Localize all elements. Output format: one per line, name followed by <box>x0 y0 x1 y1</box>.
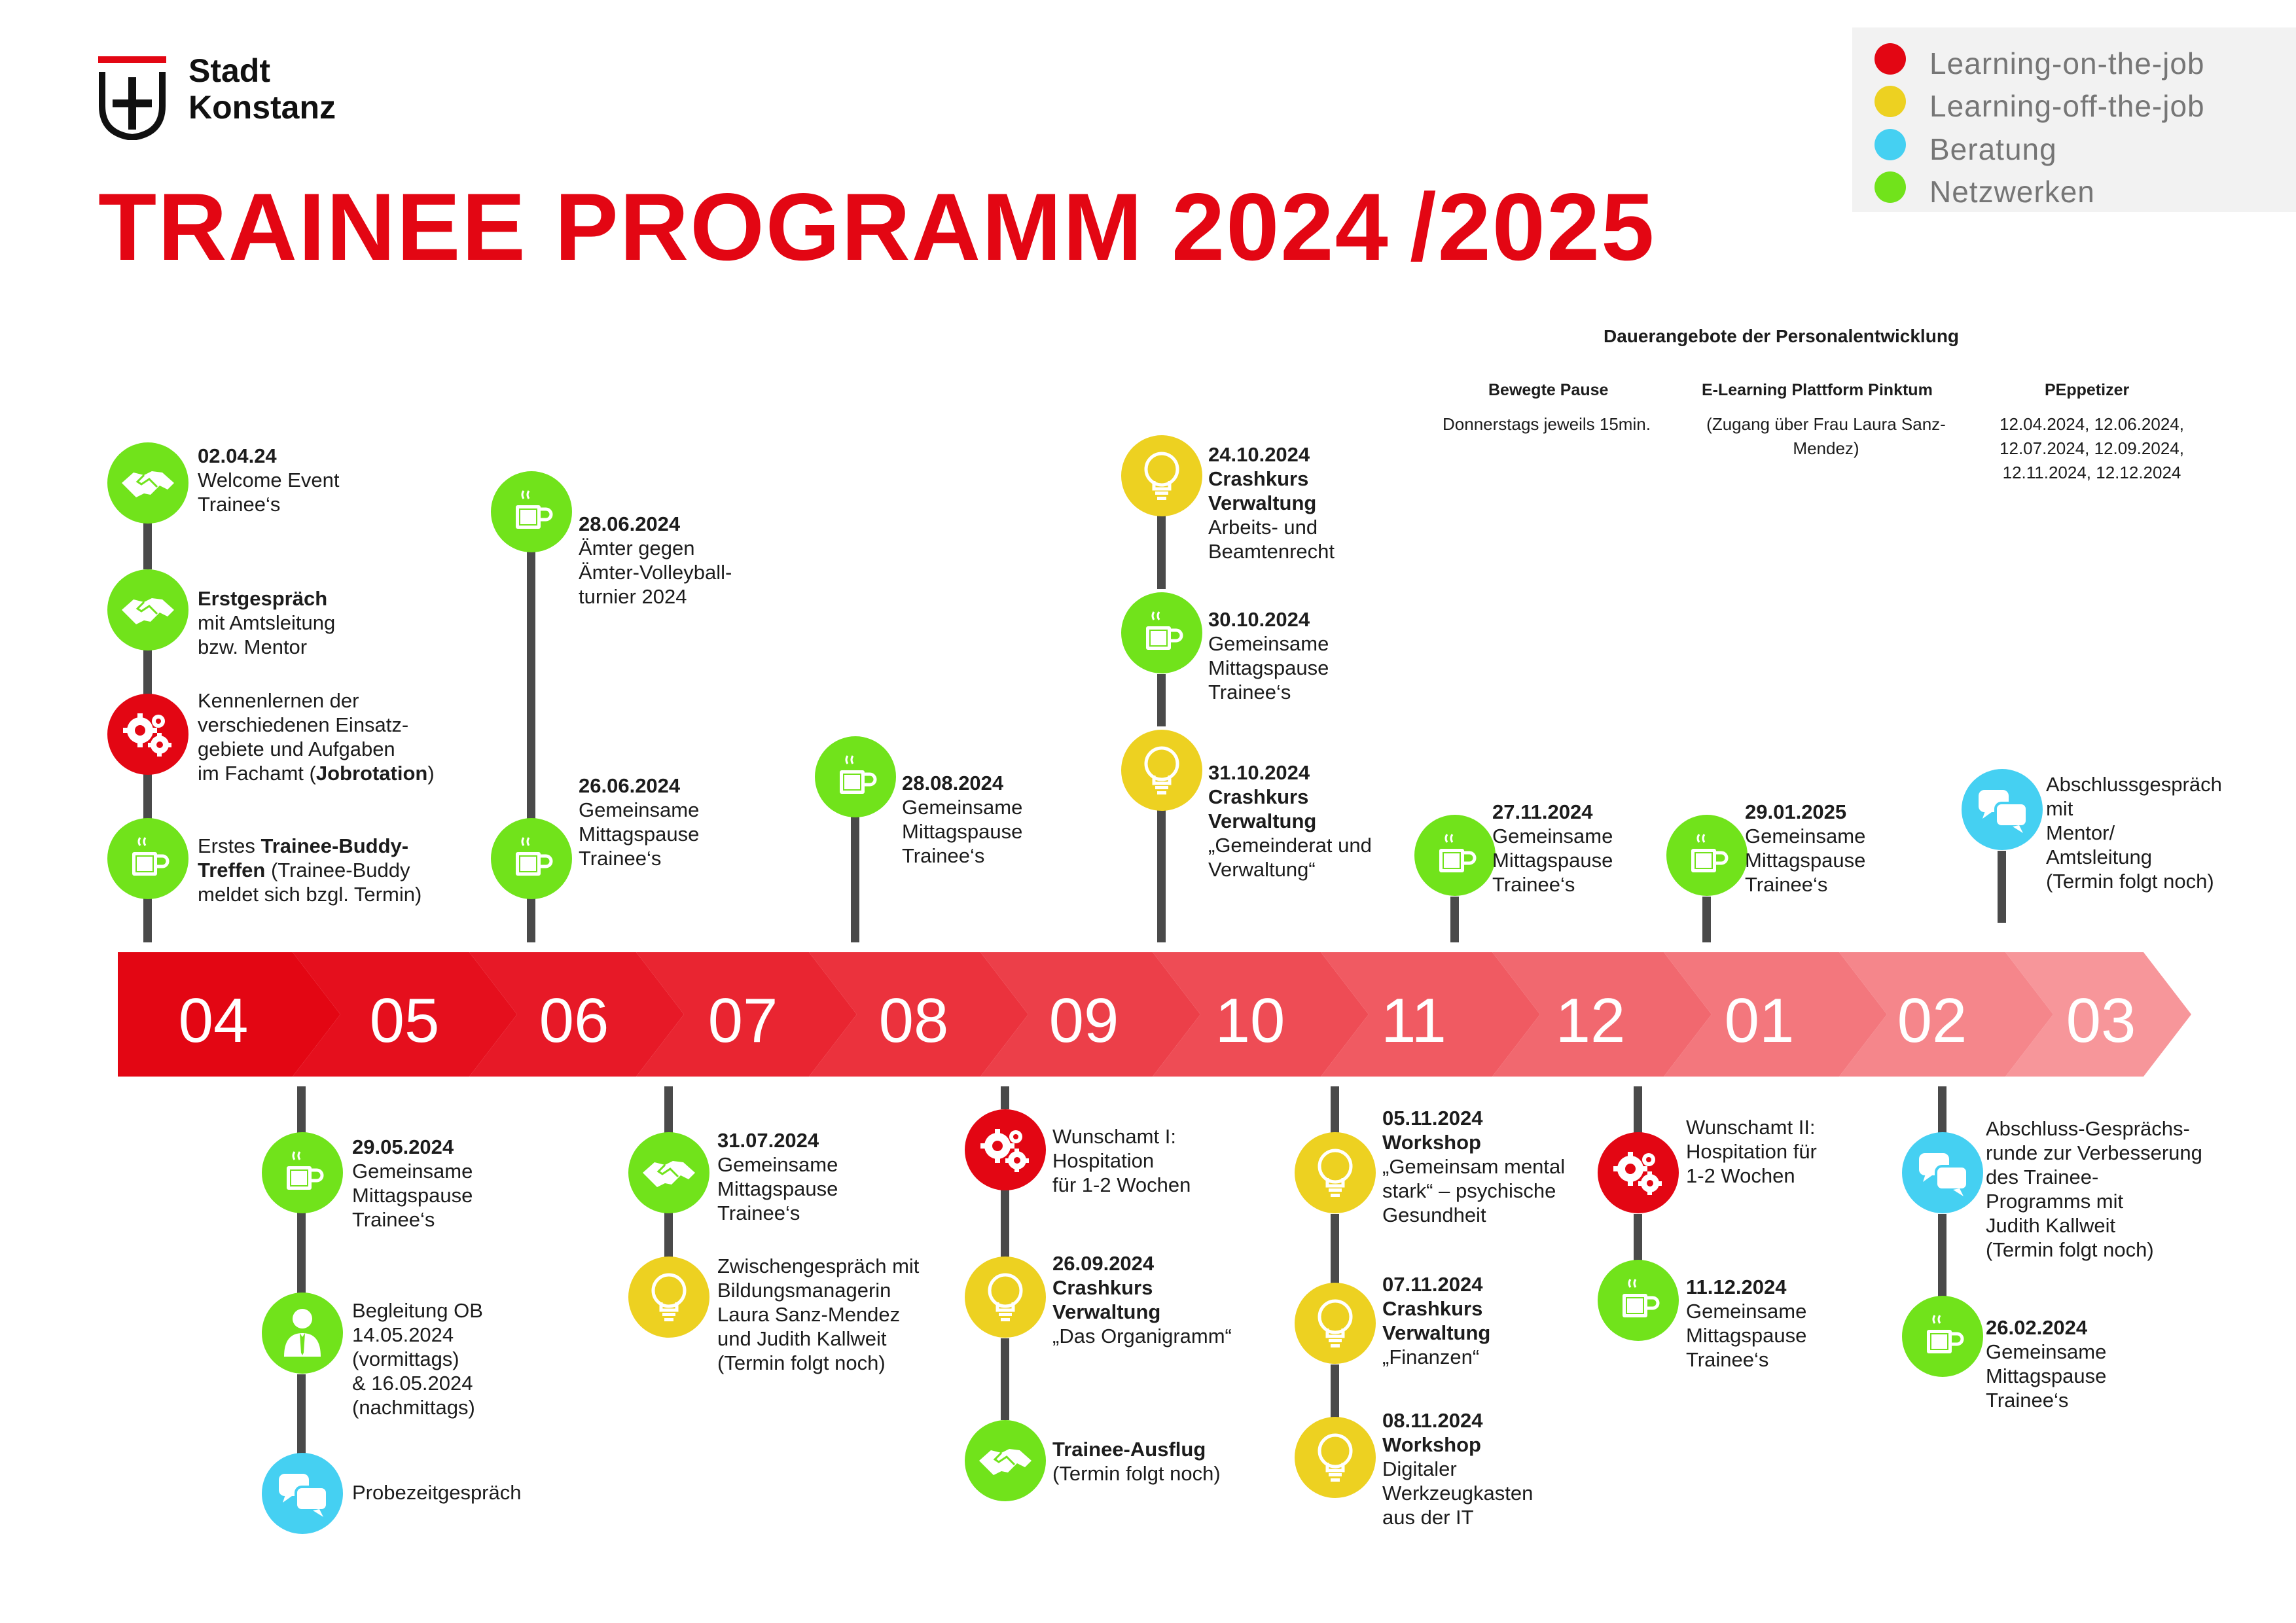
event-mittagspause: 30.10.2024 Gemeinsame Mittagspause Trainee‘s <box>1208 608 1329 704</box>
event-probezeitgespraech: Probezeitgespräch <box>352 1481 522 1504</box>
month-label: 02 <box>1897 986 1967 1056</box>
month-label: 03 <box>2066 986 2136 1056</box>
legend-dot <box>1874 129 1906 160</box>
connector-line <box>1634 1214 1642 1263</box>
event-mittagspause: 26.02.2024 Gemeinsame Mittagspause Trainee‘s <box>1986 1316 2107 1412</box>
event-jobrotation: Kennenlernen der verschiedenen Einsatz- gebiete und Aufgaben im Fachamt (Jobrotation) <box>198 689 435 785</box>
coffee-icon <box>107 818 188 899</box>
connector-line <box>1331 1086 1339 1135</box>
legend-dot <box>1874 171 1906 203</box>
legend-dot <box>1874 86 1906 117</box>
handshake-icon <box>107 569 188 651</box>
legend-dot <box>1874 43 1906 75</box>
legend-item <box>1852 37 2296 80</box>
connector-line <box>1998 851 2006 923</box>
connector-line <box>527 546 535 825</box>
legend-item <box>1852 79 2296 122</box>
connector-line <box>1001 1086 1009 1109</box>
lightbulb-icon <box>965 1257 1046 1338</box>
connector-line <box>664 1086 673 1135</box>
coffee-icon <box>1598 1260 1679 1341</box>
logo-shield-icon <box>98 69 166 140</box>
legend-item <box>1852 165 2296 208</box>
event-workshop-digital: 08.11.2024 Workshop Digitaler Werkzeugkasten aus der IT <box>1382 1409 1534 1529</box>
connector-line <box>1157 808 1166 942</box>
connector-line <box>143 772 152 821</box>
event-abschlussgespraech: Abschlussgespräch mit Mentor/ Amtsleitung (Termin folgt noch) <box>2046 773 2222 893</box>
coffee-icon <box>491 818 572 899</box>
event-zwischengespraech: Zwischengespräch mit Bildungsmanagerin Laura Sanz-Mendez und Judith Kallweit (Termin folgt noch) <box>717 1255 920 1374</box>
lightbulb-icon <box>1295 1132 1376 1213</box>
connector-line <box>664 1211 673 1260</box>
event-crashkurs-arbeitsrecht: 24.10.2024 Crashkurs Verwaltung Arbeits- und Beamtenrecht <box>1208 443 1335 563</box>
connector-line <box>851 812 859 942</box>
connector-line <box>1702 897 1711 942</box>
event-crashkurs-organigramm: 26.09.2024 Crashkurs Verwaltung „Das Organigramm“ <box>1052 1252 1232 1347</box>
event-volleyball: 28.06.2024 Ämter gegen Ämter-Volleyball- turnier 2024 <box>579 512 732 608</box>
connector-line <box>1634 1086 1642 1135</box>
event-mittagspause: 27.11.2024 Gemeinsame Mittagspause Trainee‘s <box>1492 800 1613 896</box>
person-icon <box>262 1293 343 1374</box>
event-mittagspause: 31.07.2024 Gemeinsame Mittagspause Trainee‘s <box>717 1129 838 1224</box>
month-label: 01 <box>1724 986 1795 1056</box>
legend-item <box>1852 122 2296 166</box>
connector-line <box>527 897 535 942</box>
event-mittagspause: 11.12.2024 Gemeinsame Mittagspause Trainee‘s <box>1686 1275 1807 1371</box>
connector-line <box>1938 1086 1946 1135</box>
legend-label: Beratung <box>1929 132 2057 166</box>
event-workshop-mental: 05.11.2024 Workshop „Gemeinsam mental stark“ – psychische Gesundheit <box>1382 1107 1566 1226</box>
connector-line <box>1450 897 1459 942</box>
handshake-icon <box>965 1420 1046 1501</box>
month-label: 11 <box>1381 986 1446 1056</box>
month-label: 09 <box>1049 986 1119 1056</box>
event-mittagspause: 29.01.2025 Gemeinsame Mittagspause Trainee‘s <box>1745 800 1866 896</box>
event-mittagspause: 28.08.2024 Gemeinsame Mittagspause Trainee‘s <box>902 772 1023 867</box>
event-abschluss-runde: Abschluss-Gesprächs- runde zur Verbesserung des Trainee- Programms mit Judith Kallweit (Termin folgt noch) <box>1986 1117 2202 1261</box>
connector-line <box>297 1211 306 1296</box>
connector-line <box>1938 1214 1946 1299</box>
dauer-col2-title: E-Learning Plattform Pinktum <box>1702 381 1933 399</box>
lightbulb-icon <box>1295 1417 1376 1498</box>
gears-icon <box>107 694 188 775</box>
dauer-col2-text: (Zugang über Frau Laura Sanz- Mendez) <box>1706 414 1946 458</box>
speech-bubbles-icon <box>1902 1132 1983 1213</box>
dauer-col1-text: Donnerstags jeweils 15min. <box>1443 414 1651 434</box>
event-welcome: 02.04.24 Welcome Event Trainee‘s <box>198 444 340 516</box>
logo-text-line1: Stadt <box>188 52 270 89</box>
month-label: 12 <box>1555 986 1626 1056</box>
coffee-icon <box>1121 592 1202 673</box>
legend <box>1852 27 2296 212</box>
page-title: TRAINEE PROGRAMM 2024 /2025 <box>98 173 1656 280</box>
logo-bar <box>98 56 166 63</box>
event-wunschamt-2: Wunschamt II: Hospitation für 1-2 Wochen <box>1686 1116 1817 1187</box>
coffee-icon <box>1666 815 1748 896</box>
lightbulb-icon <box>1121 435 1202 516</box>
event-trainee-ausflug: Trainee-Ausflug (Termin folgt noch) <box>1052 1438 1221 1485</box>
lightbulb-icon <box>1121 730 1202 811</box>
connector-line <box>297 1086 306 1135</box>
month-label: 04 <box>178 986 249 1056</box>
dauer-col3-text: 12.04.2024, 12.06.2024, 12.07.2024, 12.09.2024, 12.11.2024, 12.12.2024 <box>2000 414 2184 482</box>
connector-line <box>1157 514 1166 589</box>
event-buddy-treffen: Erstes Trainee-Buddy- Treffen (Trainee-Buddy meldet sich bzgl. Termin) <box>198 834 422 906</box>
event-crashkurs-finanzen: 07.11.2024 Crashkurs Verwaltung „Finanzen“ <box>1382 1273 1491 1368</box>
month-label: 08 <box>878 986 949 1056</box>
legend-label: Learning-on-the-job <box>1929 46 2205 80</box>
connector-line <box>1157 674 1166 726</box>
lightbulb-icon <box>1295 1283 1376 1364</box>
speech-bubbles-icon <box>1962 769 2043 850</box>
event-erstgespraech: Erstgespräch mit Amtsleitung bzw. Mentor <box>198 587 336 658</box>
event-wunschamt-1: Wunschamt I: Hospitation für 1-2 Wochen <box>1052 1125 1191 1196</box>
legend-label: Learning-off-the-job <box>1929 89 2205 123</box>
coffee-icon <box>262 1132 343 1213</box>
coffee-icon <box>491 471 572 552</box>
connector-line <box>143 648 152 697</box>
month-label: 07 <box>708 986 778 1056</box>
dauer-col3-title: PEppetizer <box>2045 381 2130 399</box>
connector-line <box>297 1374 306 1456</box>
handshake-icon <box>628 1132 709 1213</box>
connector-line <box>1001 1188 1009 1260</box>
month-label: 05 <box>369 986 440 1056</box>
event-mittagspause: 26.06.2024 Gemeinsame Mittagspause Trainee‘s <box>579 774 700 870</box>
legend-label: Netzwerken <box>1929 175 2095 209</box>
gears-icon <box>965 1109 1046 1190</box>
event-mittagspause: 29.05.2024 Gemeinsame Mittagspause Trainee‘s <box>352 1135 473 1231</box>
gears-icon <box>1598 1132 1679 1213</box>
speech-bubbles-icon <box>262 1453 343 1534</box>
month-label: 06 <box>539 986 609 1056</box>
event-crashkurs-gemeinderat: 31.10.2024 Crashkurs Verwaltung „Gemeinderat und Verwaltung“ <box>1208 761 1372 881</box>
handshake-icon <box>107 442 188 524</box>
logo-text-line2: Konstanz <box>188 89 336 126</box>
coffee-icon <box>815 736 896 817</box>
dauer-col1-title: Bewegte Pause <box>1488 381 1609 399</box>
connector-line <box>143 897 152 942</box>
connector-line <box>1001 1338 1009 1420</box>
month-label: 10 <box>1215 986 1285 1056</box>
dauer-heading: Dauerangebote der Personalentwicklung <box>1604 326 1960 346</box>
coffee-icon <box>1902 1296 1983 1377</box>
connector-line <box>143 520 152 569</box>
coffee-icon <box>1414 815 1496 896</box>
event-begleitung-ob: Begleitung OB 14.05.2024 (vormittags) & 16.05.2024 (nachmittags) <box>352 1299 483 1419</box>
lightbulb-icon <box>628 1257 709 1338</box>
